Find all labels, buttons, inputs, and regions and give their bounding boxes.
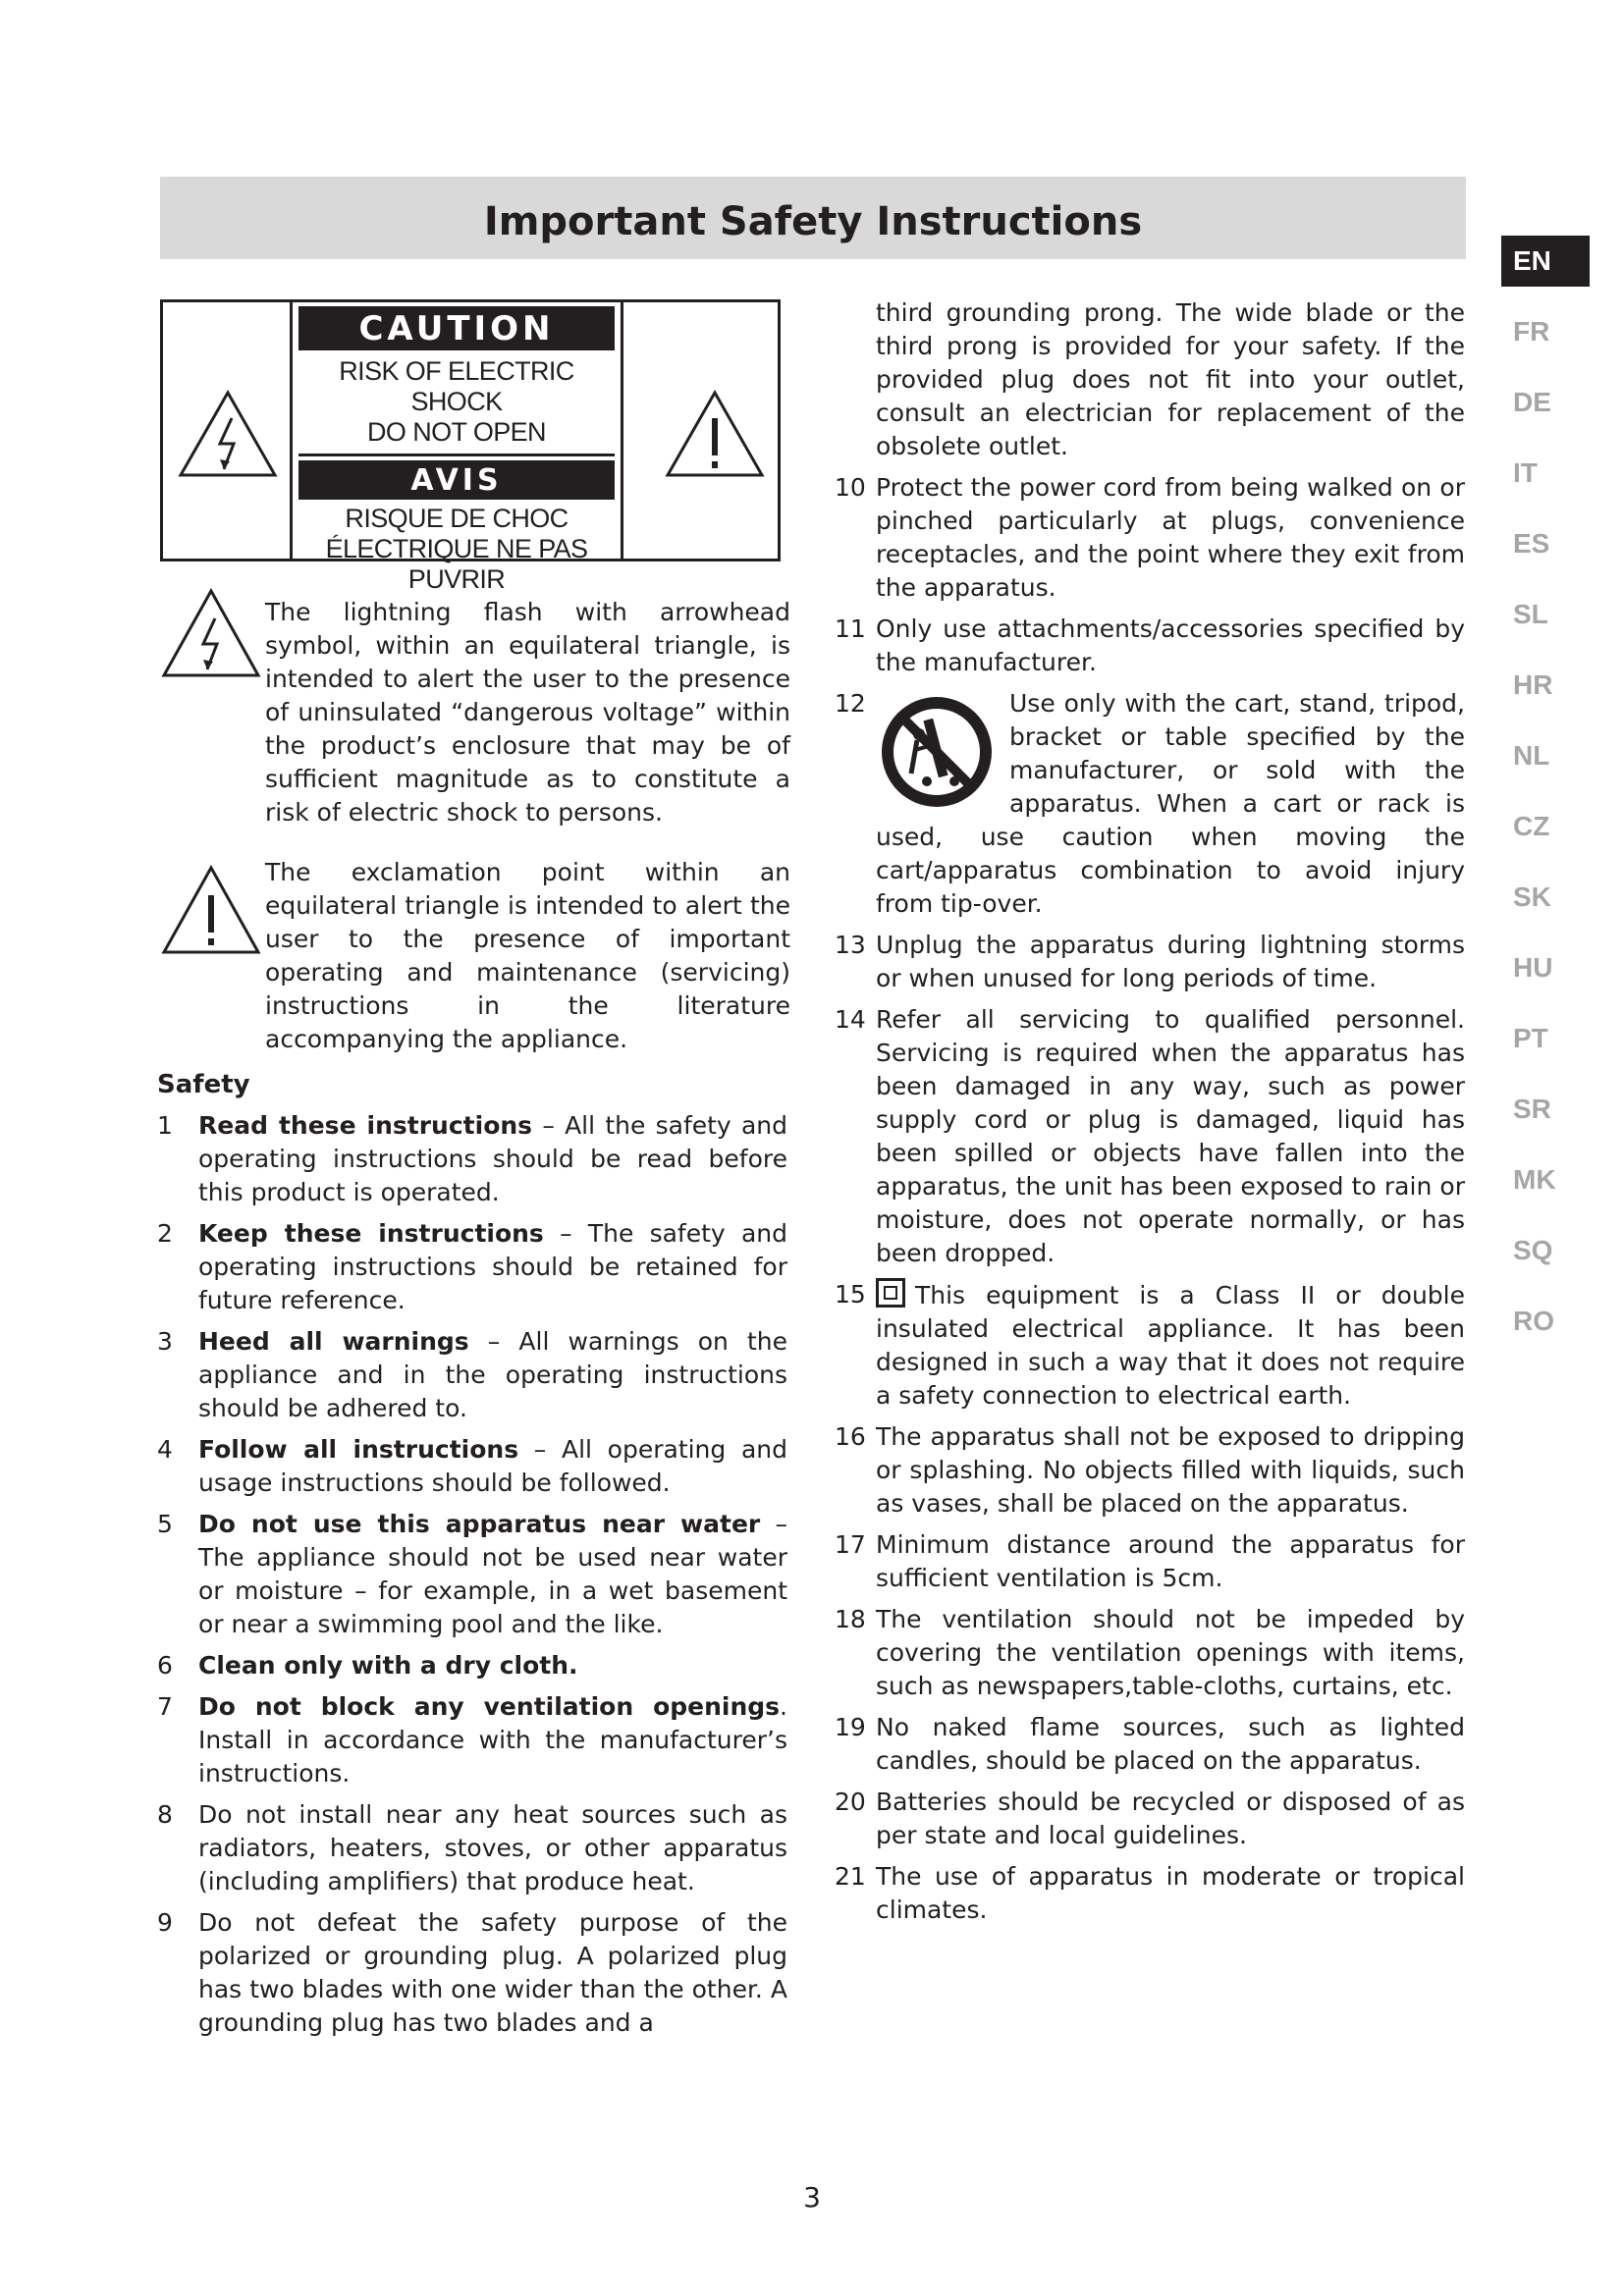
cart-tip-over-warning-icon <box>876 691 998 813</box>
lightning-triangle-icon <box>177 389 279 479</box>
language-tab-sr[interactable]: SR <box>1513 1094 1551 1124</box>
item-number: 14 <box>835 1005 866 1034</box>
list-item <box>835 613 1465 679</box>
list-item <box>835 1860 1465 1927</box>
lightning-symbol-icon <box>160 587 262 679</box>
item-title: Heed all warnings <box>198 1327 469 1356</box>
language-tab-ro[interactable]: RO <box>1513 1306 1554 1336</box>
safety-heading: Safety <box>157 1070 250 1099</box>
exclamation-triangle-icon <box>664 389 766 479</box>
caution-line-2: DO NOT OPEN <box>367 417 546 447</box>
item-number: 7 <box>157 1692 173 1721</box>
language-tab-sq[interactable]: SQ <box>1513 1235 1553 1265</box>
item-number: 8 <box>157 1800 173 1829</box>
item-text: The apparatus shall not be exposed to dripping or splashing. No objects filled with liquids, such as vases, shall be placed on the apparatus. <box>876 1422 1465 1518</box>
caution-line-1: RISK OF ELECTRIC SHOCK <box>339 356 574 416</box>
item-number: 2 <box>157 1219 173 1248</box>
list-item <box>157 1798 787 1898</box>
list-item <box>157 1508 787 1641</box>
item-title: Follow all instructions <box>198 1435 519 1464</box>
list-item <box>835 1603 1465 1703</box>
language-tab-mk[interactable]: MK <box>1513 1164 1556 1195</box>
item-text: Do not defeat the safety purpose of the polarized or grounding plug. A polarized plug has two blades with one wider than the other. A grounding plug has two blades and a <box>198 1908 787 2037</box>
list-item <box>157 1217 787 1317</box>
item-number: 5 <box>157 1510 173 1538</box>
item-number: 9 <box>157 1908 173 1937</box>
avis-line-1: RISQUE DE CHOC <box>345 504 568 533</box>
caution-label: CAUTION <box>298 306 615 350</box>
language-tab-en[interactable]: EN <box>1501 236 1590 287</box>
language-tab-de[interactable]: DE <box>1513 387 1551 417</box>
item-number: 1 <box>157 1111 173 1140</box>
item-text: Use only with the cart, stand, tripod, bracket or table specified by the manufacturer, or sold with the apparatus. When a cart or rack is used, use caution when moving the cart/apparatus combination to avoid injury from tip-over. <box>876 689 1465 918</box>
item-text: – The safety and operating instructions should be retained for future reference. <box>198 1219 787 1314</box>
list-item-continued <box>835 296 1465 463</box>
exclamation-symbol-icon <box>160 864 262 956</box>
language-tab-nl[interactable]: NL <box>1513 740 1550 771</box>
language-tab-it[interactable]: IT <box>1513 457 1538 488</box>
list-item <box>157 1906 787 2040</box>
item-text: Only use attachments/accessories specified by the manufacturer. <box>876 614 1465 676</box>
safety-list-left <box>157 1109 787 2048</box>
item-text: – All warnings on the appliance and in the operating instructions should be adhered to. <box>198 1327 788 1422</box>
item-text: Minimum distance around the apparatus for sufficient ventilation is 5cm. <box>876 1530 1465 1592</box>
item-text: third grounding prong. The wide blade or the third prong is provided for your safety. If the provided plug does not fit into your outlet, consult an electrician for replacement of the obsolete outlet. <box>876 298 1465 460</box>
item-number: 12 <box>835 689 866 718</box>
item-text: Batteries should be recycled or disposed of as per state and local guidelines. <box>876 1788 1465 1849</box>
item-number: 11 <box>835 614 866 643</box>
item-number: 20 <box>835 1788 866 1816</box>
title-bar <box>160 177 1466 259</box>
safety-list-right <box>835 296 1465 1935</box>
caution-divider <box>298 454 615 456</box>
list-item <box>157 1433 787 1500</box>
item-number: 3 <box>157 1327 173 1356</box>
item-text: Unplug the apparatus during lightning storms or when unused for long periods of time. <box>876 931 1465 992</box>
caution-center-panel <box>290 302 623 594</box>
item-title: Clean only with a dry cloth. <box>198 1651 578 1680</box>
list-item <box>157 1649 787 1682</box>
language-tab-sk[interactable]: SK <box>1513 881 1551 912</box>
list-item <box>835 687 1465 921</box>
language-tab-cz[interactable]: CZ <box>1513 811 1550 841</box>
item-title: Do not use this apparatus near water <box>198 1510 761 1538</box>
list-item <box>157 1109 787 1209</box>
list-item <box>157 1325 787 1425</box>
item-number: 16 <box>835 1422 866 1451</box>
list-item <box>157 1690 787 1790</box>
item-number: 6 <box>157 1651 173 1680</box>
item-text: – All the safety and operating instructions should be read before this product is operated. <box>198 1111 788 1206</box>
class-ii-double-insulation-icon <box>876 1278 905 1308</box>
language-tabs <box>1501 236 1590 1366</box>
page-number: 3 <box>803 2181 821 2214</box>
exclamation-symbol-text: The exclamation point within an equilateral triangle is intended to alert the user to the presence of important operating and maintenance (servicing) instructions in the literature accompanying the appliance. <box>265 858 790 1053</box>
list-item <box>835 1711 1465 1778</box>
item-text: Refer all servicing to qualified personnel. Servicing is required when the apparatus has been damaged in any way, such as power supply cord or plug is damaged, liquid has been spilled or objects have fallen into the apparatus, the unit has been exposed to rain or moisture, does not operate normally, or has been dropped. <box>876 1005 1465 1267</box>
language-tab-hr[interactable]: HR <box>1513 669 1553 700</box>
item-number: 15 <box>835 1280 866 1308</box>
item-text: This equipment is a Class II or double insulated electrical appliance. It has been designed in such a way that it does not require a safety connection to electrical earth. <box>876 1281 1465 1410</box>
item-title: Do not block any ventilation openings <box>198 1692 781 1721</box>
item-title: Read these instructions <box>198 1111 533 1140</box>
item-number: 4 <box>157 1435 173 1464</box>
item-number: 18 <box>835 1605 866 1633</box>
list-item <box>835 471 1465 605</box>
item-number: 17 <box>835 1530 866 1559</box>
lightning-symbol-text: The lightning flash with arrowhead symbol, within an equilateral triangle, is intended to alert the user to the presence of uninsulated “dangerous voltage” within the product’s enclosure that may be of sufficient magnitude as to constitute a risk of electric shock to persons. <box>265 598 790 827</box>
list-item <box>835 1420 1465 1521</box>
language-tab-pt[interactable]: PT <box>1513 1023 1548 1053</box>
item-text: Do not install near any heat sources such as radiators, heaters, stoves, or other apparatus (including amplifiers) that produce heat. <box>198 1800 787 1896</box>
item-text: – The appliance should not be used near water or moisture – for example, in a wet basement or near a swimming pool and the like. <box>198 1510 788 1638</box>
language-tab-hu[interactable]: HU <box>1513 952 1553 983</box>
language-tab-sl[interactable]: SL <box>1513 599 1548 629</box>
item-text: . Install in accordance with the manufacturer’s instructions. <box>198 1692 787 1788</box>
list-item <box>835 1003 1465 1270</box>
avis-line-2: ÉLECTRIQUE NE PAS PUVRIR <box>325 534 588 594</box>
language-tab-fr[interactable]: FR <box>1513 316 1550 347</box>
list-item <box>835 1786 1465 1852</box>
language-tab-es[interactable]: ES <box>1513 528 1550 559</box>
page-title: Important Safety Instructions <box>483 199 1143 244</box>
item-text: No naked flame sources, such as lighted candles, should be placed on the apparatus. <box>876 1713 1465 1775</box>
list-item <box>835 1528 1465 1595</box>
item-text: – All operating and usage instructions should be followed. <box>198 1435 788 1497</box>
item-number: 13 <box>835 931 866 959</box>
item-text: Protect the power cord from being walked on or pinched particularly at plugs, convenience receptacles, and the point where they exit from the apparatus. <box>876 473 1465 602</box>
item-text: The use of apparatus in moderate or tropical climates. <box>876 1862 1465 1924</box>
item-text: The ventilation should not be impeded by covering the ventilation openings with items, such as newspapers,table-cloths, curtains, etc. <box>876 1605 1465 1700</box>
caution-label-box <box>160 299 781 594</box>
avis-label: AVIS <box>298 460 615 500</box>
list-item <box>835 1278 1465 1413</box>
item-title: Keep these instructions <box>198 1219 544 1248</box>
item-number: 21 <box>835 1862 866 1891</box>
item-number: 10 <box>835 473 866 502</box>
item-number: 19 <box>835 1713 866 1741</box>
list-item <box>835 929 1465 995</box>
